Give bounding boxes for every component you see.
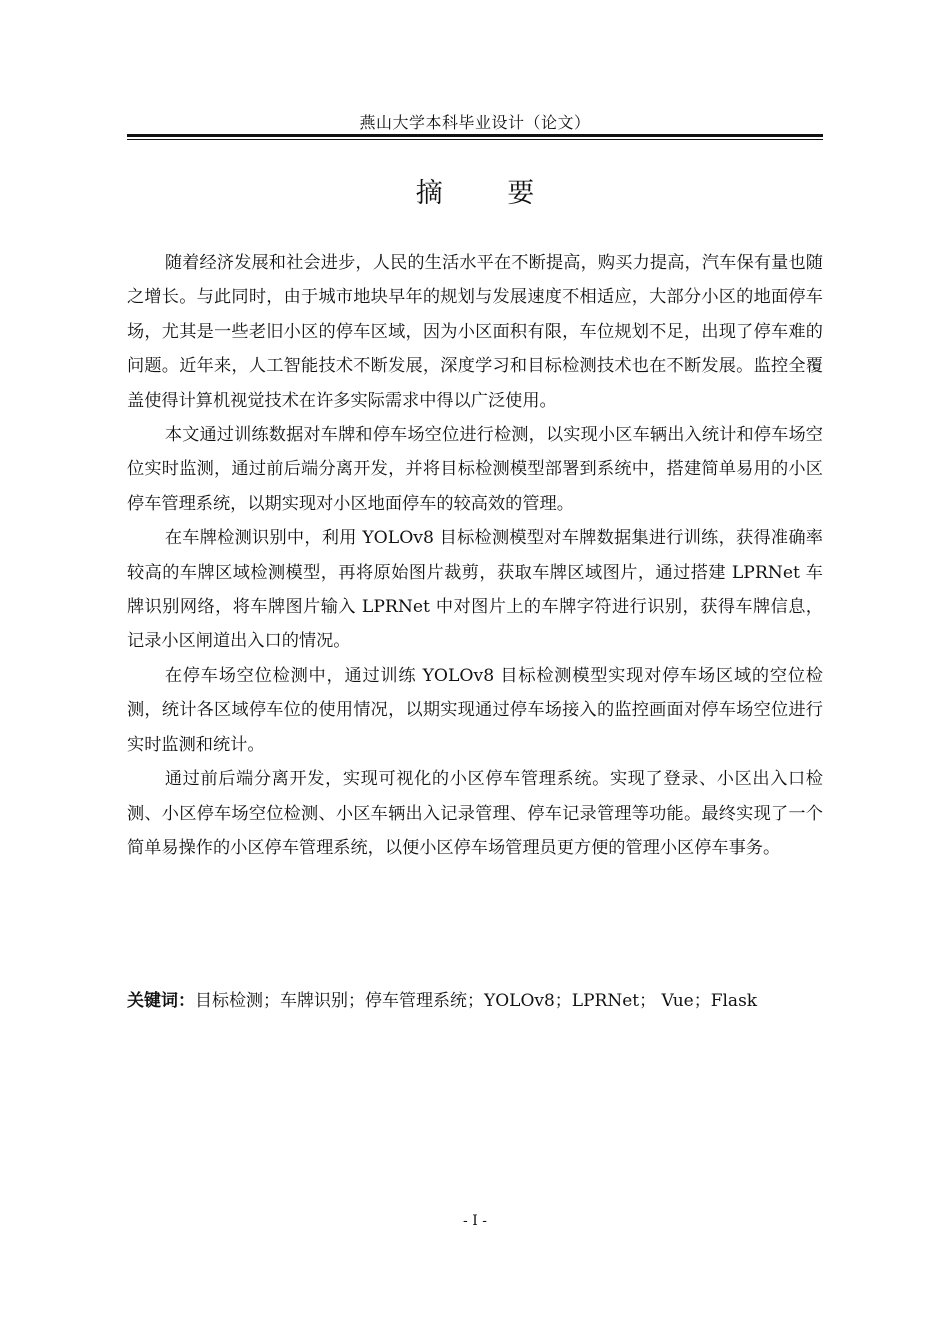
keywords-label: 关键词：: [127, 991, 195, 1011]
running-header: 燕山大学本科毕业设计（论文）: [359, 113, 591, 132]
abstract-body: [127, 246, 823, 865]
keywords-line: [127, 984, 823, 1018]
abstract-paragraph: 通过前后端分离开发，实现可视化的小区停车管理系统。实现了登录、小区出入口检测、小区停车场空位检测、小区车辆出入记录管理、停车记录管理等功能。最终实现了一个简单易操作的小区停车管理系统，以便小区停车场管理员更方便的管理小区停车事务。: [127, 769, 823, 858]
abstract-paragraph: 本文通过训练数据对车牌和停车场空位进行检测，以实现小区车辆出入统计和停车场空位实时监测，通过前后端分离开发，并将目标检测模型部署到系统中，搭建简单易用的小区停车管理系统，以期实现对小区地面停车的较高效的管理。: [127, 425, 823, 514]
header-rule-thick: [127, 134, 823, 137]
abstract-paragraph: 在车牌检测识别中，利用 YOLOv8 目标检测模型对车牌数据集进行训练，获得准确率较高的车牌区域检测模型，再将原始图片裁剪，获取车牌区域图片，通过搭建 LPRNet 车牌识别网络，将车牌图片输入 LPRNet 中对图片上的车牌字符进行识别，获得车牌信息，记录小区闸道出入口的情况。: [127, 528, 823, 652]
header-rule-thin: [127, 139, 823, 140]
abstract-paragraph: 随着经济发展和社会进步，人民的生活水平在不断提高，购买力提高，汽车保有量也随之增长。与此同时，由于城市地块早年的规划与发展速度不相适应，大部分小区的地面停车场，尤其是一些老旧小区的停车区域，因为小区面积有限，车位规划不足，出现了停车难的问题。近年来，人工智能技术不断发展，深度学习和目标检测技术也在不断发展。监控全覆盖使得计算机视觉技术在许多实际需求中得以广泛使用。: [127, 253, 823, 411]
page-number: - I -: [463, 1213, 487, 1229]
keywords-value: 目标检测；车牌识别；停车管理系统；YOLOv8；LPRNet； Vue；Flask: [195, 991, 758, 1011]
abstract-paragraph: 在停车场空位检测中，通过训练 YOLOv8 目标检测模型实现对停车场区域的空位检测，统计各区域停车位的使用情况，以期实现通过停车场接入的监控画面对停车场空位进行实时监测和统计。: [127, 665, 823, 755]
page-title: 摘 要: [415, 178, 563, 209]
